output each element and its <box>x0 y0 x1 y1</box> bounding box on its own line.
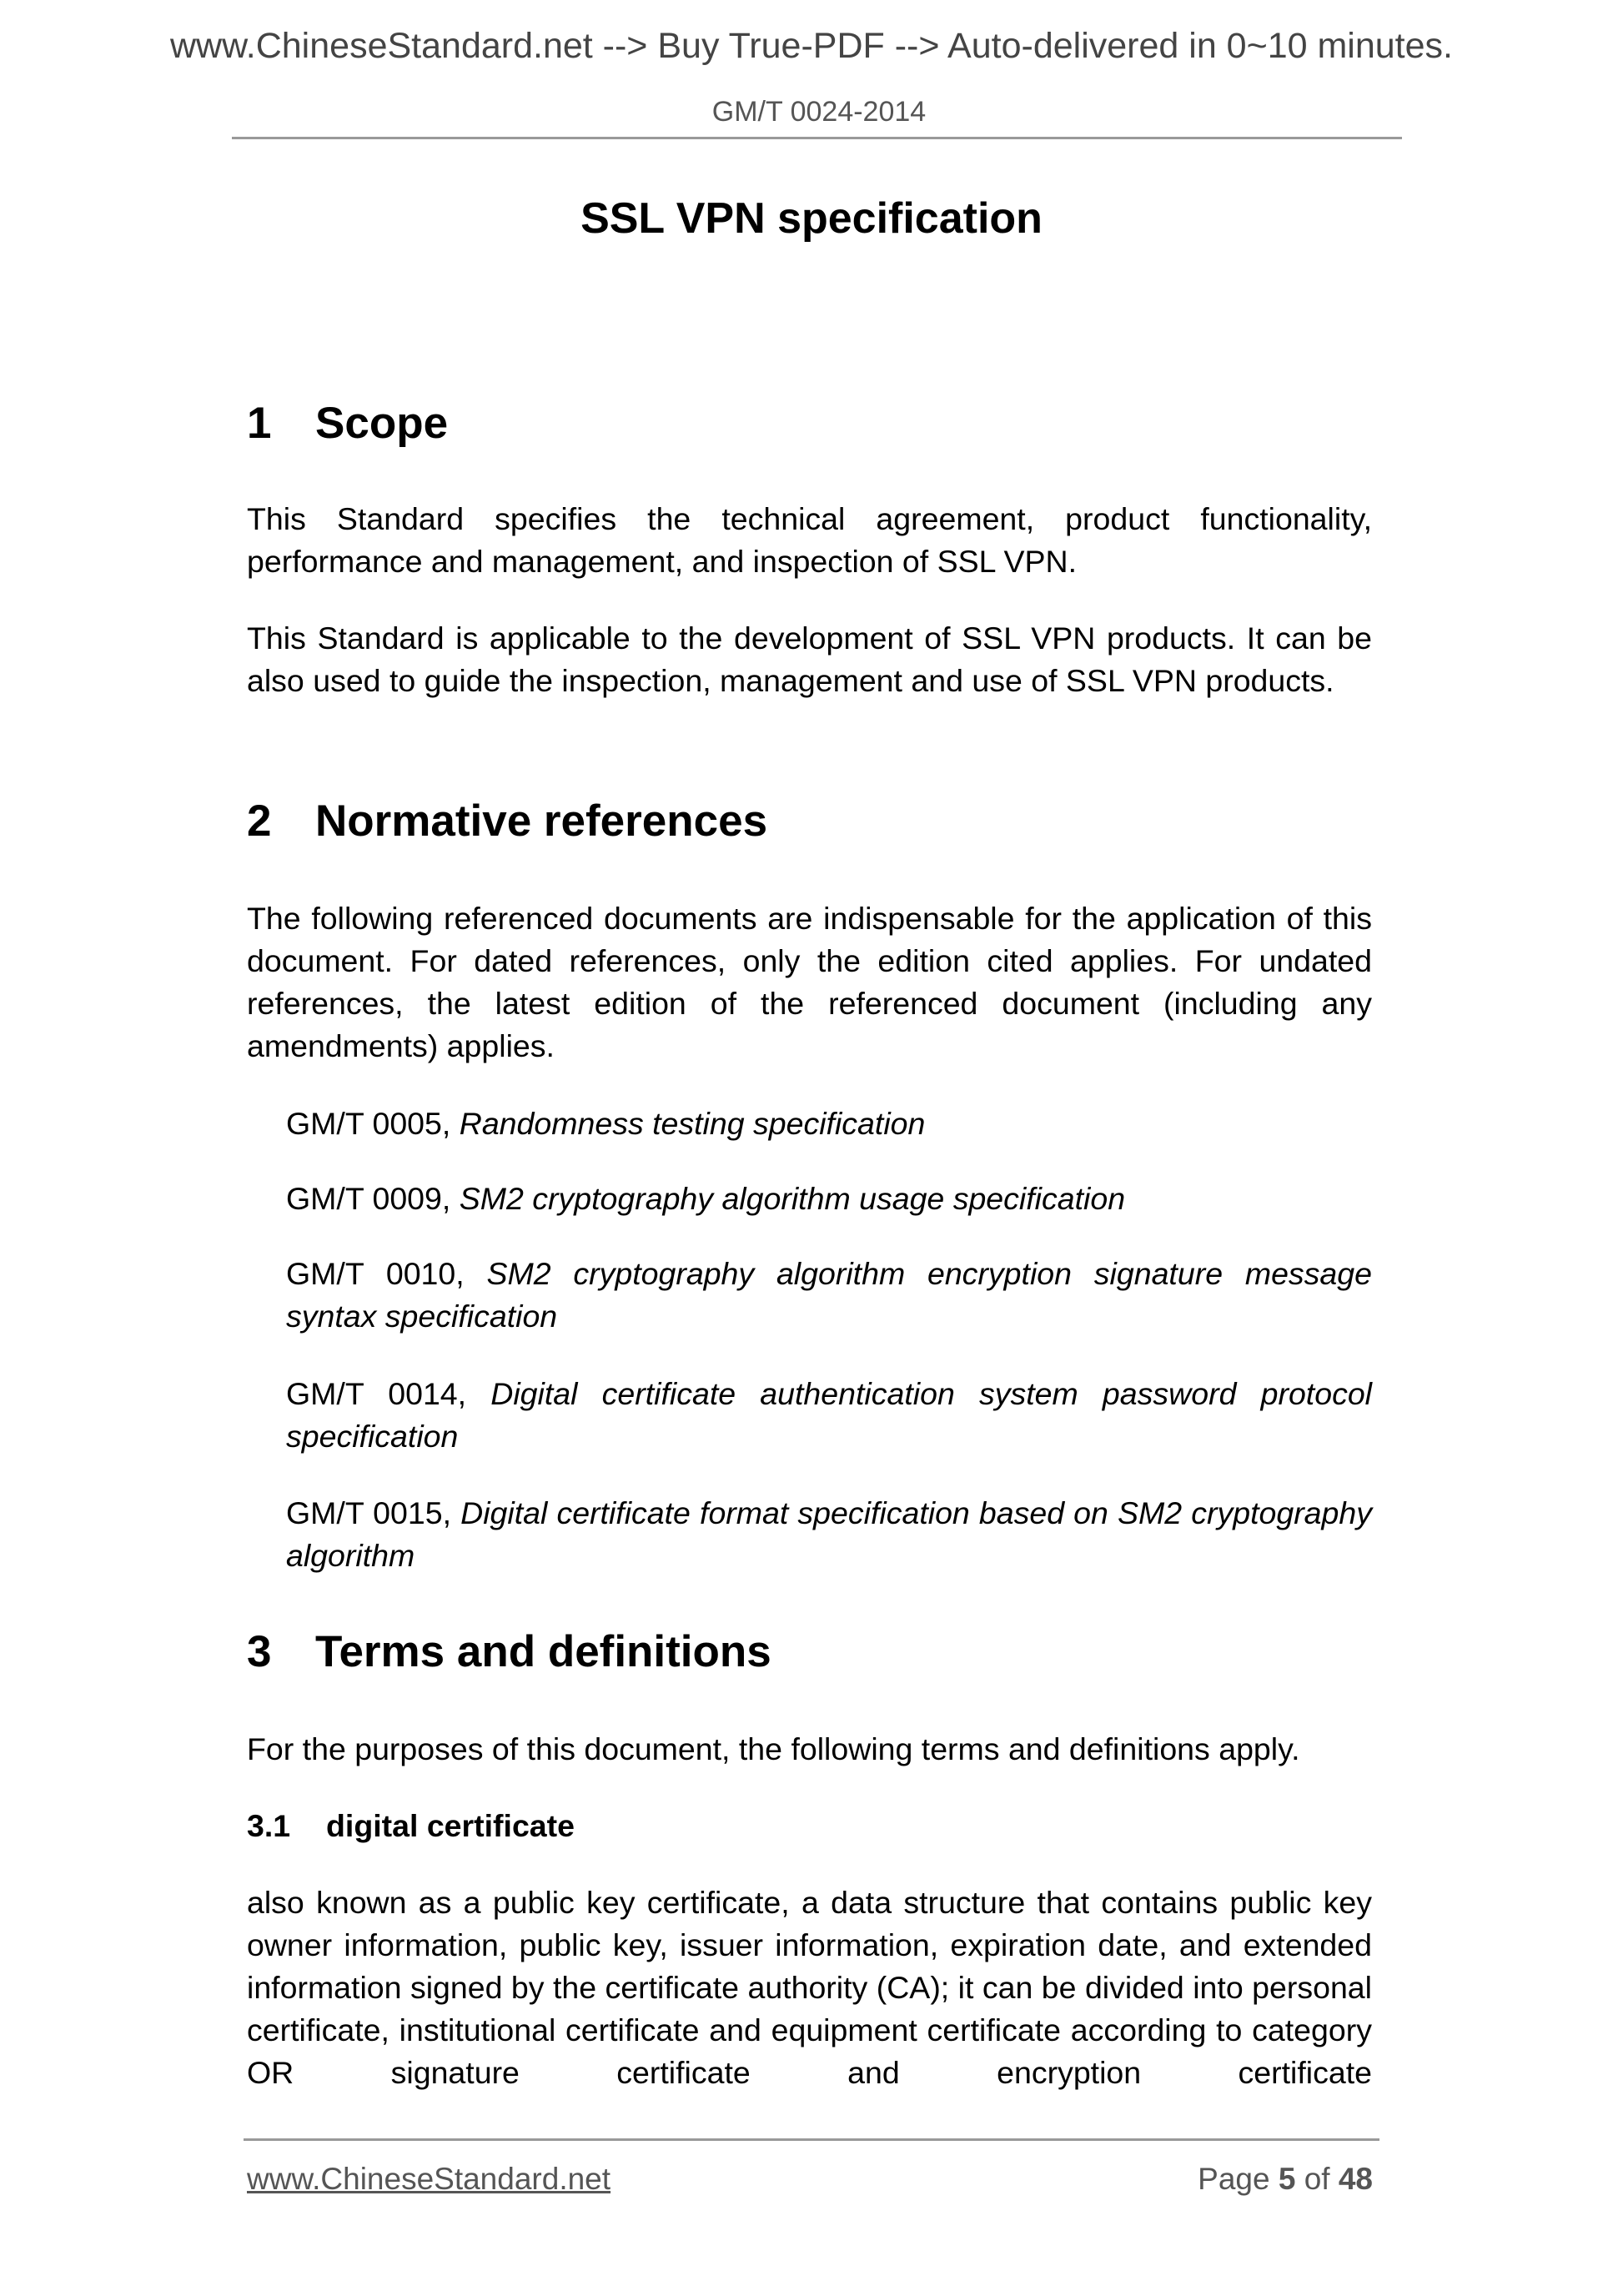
page-title: SSL VPN specification <box>580 194 1043 243</box>
paragraph: This Standard specifies the technical agreement, product functionality, performance and management, and inspection of SSL VPN. <box>247 501 1372 579</box>
reference-title: SM2 cryptography algorithm encryption signature message syntax specification <box>286 1256 1372 1334</box>
reference-item <box>286 1373 1372 1458</box>
reference-code: GM/T 0005, <box>286 1106 460 1141</box>
paragraph: For the purposes of this document, the following terms and definitions apply. <box>247 1731 1300 1766</box>
term-heading <box>247 1805 575 1847</box>
reference-item <box>286 1492 1372 1577</box>
reference-title: Digital certificate authentication system password protocol specification <box>286 1376 1373 1454</box>
section-number: 2 <box>247 796 272 846</box>
footer-divider <box>244 2138 1379 2141</box>
paragraph: The following referenced documents are indispensable for the application of this document. For dated references, only the edition cited applies. For undated references, the latest edition of the referenced document (including any amendments) applies. <box>247 901 1372 1063</box>
footer-website-link[interactable]: www.ChineseStandard.net <box>247 2162 611 2196</box>
section-title: Terms and definitions <box>315 1627 771 1676</box>
reference-item <box>286 1103 1372 1145</box>
section-number: 3 <box>247 1627 272 1676</box>
reference-title: Digital certificate format specification based on SM2 cryptography algorithm <box>286 1495 1372 1573</box>
reference-code: GM/T 0009, <box>286 1181 460 1216</box>
reference-code: GM/T 0015, <box>286 1495 461 1530</box>
header-divider <box>232 137 1402 139</box>
reference-title: Randomness testing specification <box>459 1106 926 1141</box>
section-title: Scope <box>315 399 449 448</box>
document-code: GM/T 0024-2014 <box>711 96 927 128</box>
page-label: Page <box>1198 2162 1279 2196</box>
section-number: 1 <box>247 399 272 448</box>
section-title: Normative references <box>315 796 768 846</box>
term-definition: also known as a public key certificate, a data structure that contains public key owner information, public key, issuer information, expiration date, and extended information signed by the certificate authority (CA); it can be divided into personal certificate, institutional certificate and equipment certificate according to category OR signature certificate and encryption certificate <box>247 1885 1372 2090</box>
reference-code: GM/T 0010, <box>286 1256 487 1291</box>
page-of-label: of <box>1295 2162 1339 2196</box>
total-pages: 48 <box>1338 2162 1373 2196</box>
reference-title: SM2 cryptography algorithm usage specification <box>459 1181 1126 1216</box>
term-number: 3.1 <box>247 1808 291 1843</box>
reference-item <box>286 1253 1372 1338</box>
current-page: 5 <box>1278 2162 1296 2196</box>
reference-item <box>286 1178 1372 1220</box>
section-heading-normative-references <box>247 796 767 847</box>
section-heading-scope <box>247 399 448 449</box>
reference-code: GM/T 0014, <box>286 1376 491 1411</box>
header-banner: www.ChineseStandard.net --> Buy True-PDF --> Auto-delivered in 0~10 minutes. <box>169 26 1453 66</box>
paragraph: This Standard is applicable to the development of SSL VPN products. It can be also used to guide the inspection, management and use of SSL VPN products. <box>247 620 1372 698</box>
section-heading-terms-and-definitions <box>247 1627 771 1677</box>
term-name: digital certificate <box>326 1808 575 1843</box>
page-indicator <box>1198 2158 1373 2200</box>
